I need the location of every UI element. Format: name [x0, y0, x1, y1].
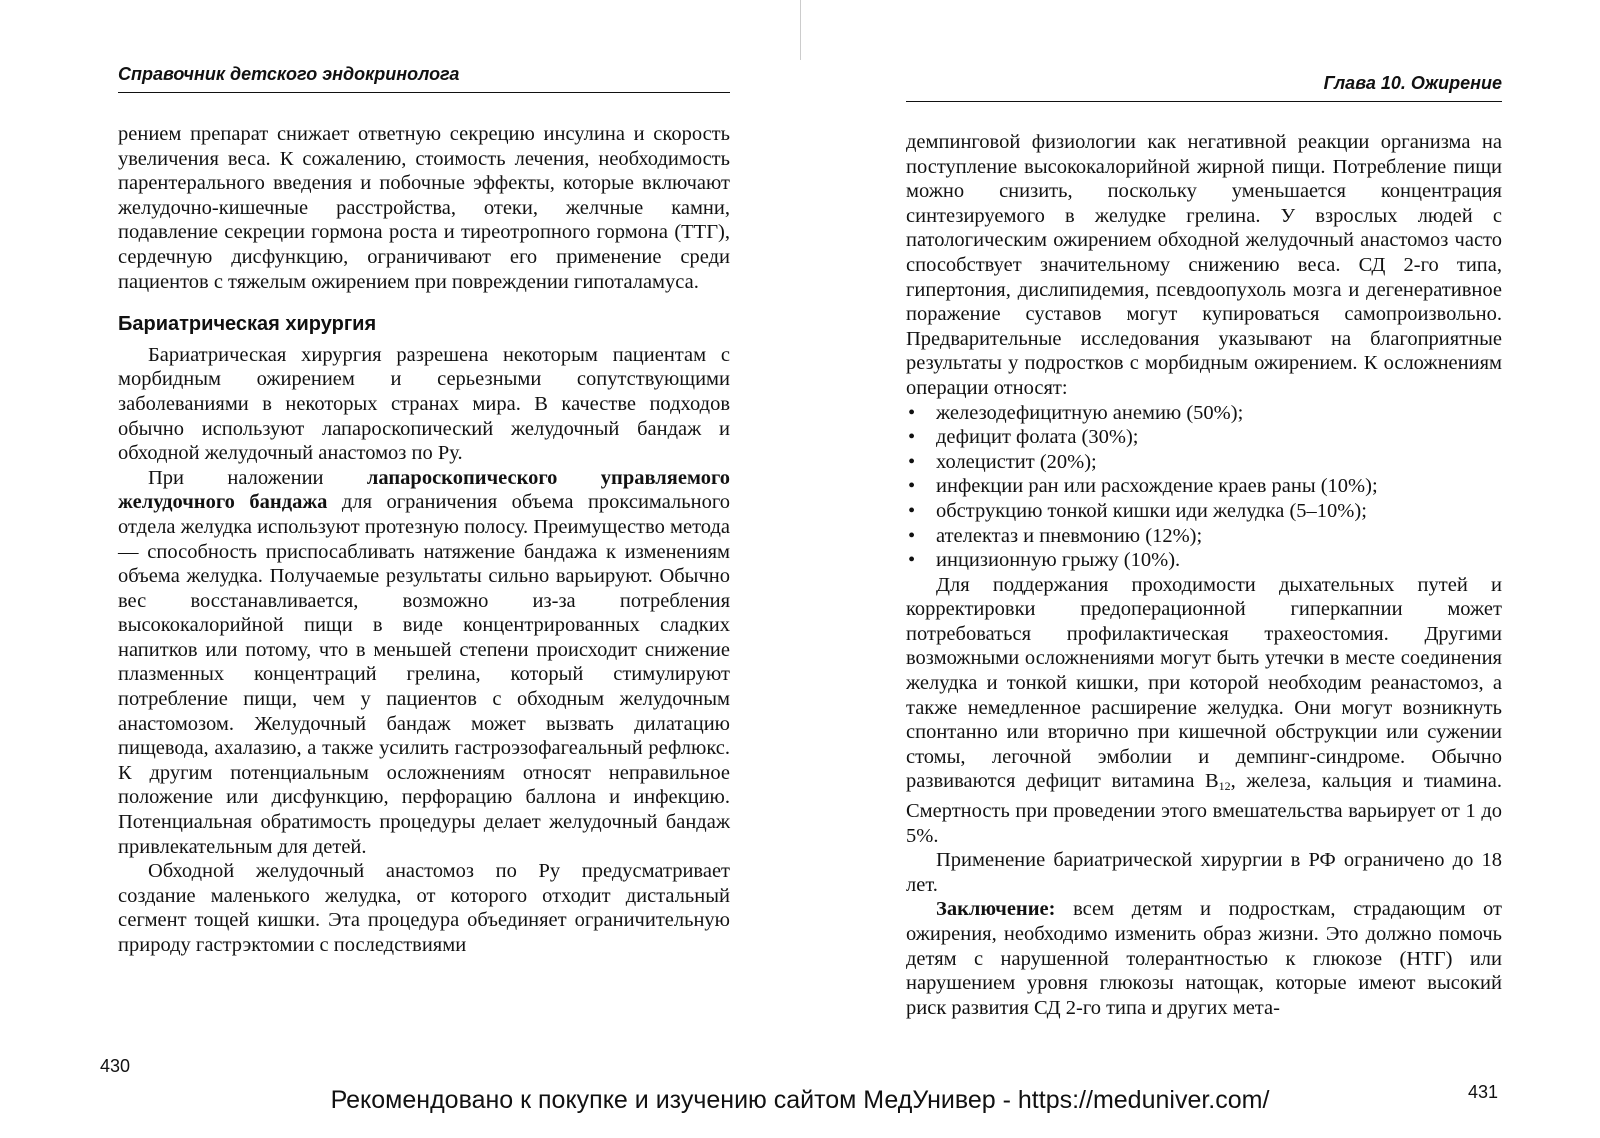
- paragraph: [906, 573, 1502, 849]
- text-column: [118, 122, 730, 958]
- text-run: Для поддержания проходимости дыхательных путей и корректировки предоперационной гиперкапнии может потребоваться профилактическая трахеостомия. Другими возможными осложнениями могут быть утечки в месте соединения желудка и тонкой кишки, при которой необходим реанастомоз, а также немедленное расширение желудка. Они могут возникнуть спонтанно или вторично при кишечной обструкции или сужении стомы, легочной эмболии и демпинг-синдроме. Обычно развиваются дефицит витамина B: [906, 573, 1502, 793]
- running-head: Глава 10. Ожирение: [1323, 73, 1502, 93]
- bold-term: Заключение:: [936, 898, 1056, 921]
- header-rule: [118, 92, 730, 93]
- paragraph: [906, 897, 1502, 1020]
- section-heading: Бариатрическая хирургия: [118, 313, 377, 336]
- text-run: , железа, кальция и тиамина. Смертность при проведении этого вмешательства варьирует от 1 до 5%.: [906, 770, 1502, 847]
- page-number: 431: [1468, 1082, 1499, 1102]
- subscript: 12: [1218, 779, 1231, 794]
- footer-watermark: Рекомендовано к покупке и изучению сайтом МедУнивер - https://meduniver.com/: [330, 1086, 1270, 1114]
- paragraph: рением препарат снижает ответную секрецию инсулина и скорость увеличения веса. К сожалению, стоимость лечения, необходимость парентерального введения и побочные эффекты, которые включают желудочно-кишечные расстройства, отеки, желчные камни, подавление секреции гормона роста и тиреотропного гормона (ТТГ), сердечную дисфункцию, ограничивают его применение среди пациентов с тяжелым ожирением при повреждении гипоталамуса.: [118, 123, 730, 293]
- paragraph: [118, 466, 730, 860]
- paragraph: демпинговой физиологии как негативной реакции организма на поступление высококалорийной жирной пищи. Потребление пищи можно снизить, поскольку уменьшается концентрация синтезируемого в желудке грелина. У взрослых людей с патологическим ожирением обходной желудочный анастомоз часто способствует значительному снижению веса. СД 2-го типа, гипертония, дислипидемия, псевдоопухоль мозга и дегенеративное поражение суставов могут купироваться самопроизвольно. Предварительные исследования указывают на благоприятные результаты у подростков с морбидным ожирением. К осложнениям операции относят:: [906, 131, 1502, 399]
- list-item: • холецистит (20%);: [906, 450, 1502, 475]
- header-rule: [906, 101, 1502, 102]
- text-run: При наложении: [148, 466, 367, 489]
- bold-term: лапароскопического управляемого желудочного бандажа: [118, 466, 730, 514]
- list-item: • дефицит фолата (30%);: [906, 425, 1502, 450]
- complications-list: [906, 401, 1502, 573]
- list-item: • инфекции ран или расхождение краев раны (10%);: [906, 474, 1502, 499]
- text-column: [906, 130, 1502, 1020]
- list-item: • железодефицитную анемию (50%);: [906, 401, 1502, 426]
- running-head: Справочник детского эндокринолога: [118, 64, 460, 84]
- paragraph: Бариатрическая хирургия разрешена некоторым пациентам с морбидным ожирением и серьезными сопутствующими заболеваниями в некоторых странах мира. В качестве подходов обычно используют лапароскопический желудочный бандаж и обходной желудочный анастомоз по Ру.: [118, 343, 730, 465]
- paragraph: Обходной желудочный анастомоз по Ру предусматривает создание маленького желудка, от которого отходит дистальный сегмент тощей кишки. Эта процедура объединяет ограничительную природу гастрэктомии с последствиями: [118, 860, 730, 956]
- right-page: [800, 0, 1600, 1138]
- page-number: 430: [100, 1056, 131, 1076]
- text-run: для ограничения объема проксимального отдела желудка используют протезную полосу. Преимущество метода — способность приспосабливать натяжение бандажа к изменениям объема желудка. Получаемые результаты сильно варьируют. Обычно вес восстанавливается, возможно из-за потребления высококалорийной пищи в виде концентрированных сладких напитков или потому, что в меньшей степени происходит снижение плазменных концентраций грелина, который стимулируют потребление пищи, чем у пациентов с обходным желудочным анастомозом. Желудочный бандаж может вызвать дилатацию пищевода, ахалазию, а также усилить гастроэзофагеальный рефлюкс. К другим потенциальным осложнениям относят неправильное положение или дисфункцию, перфорацию баллона и инфекцию. Потенциальная обратимость процедуры делает желудочный бандаж привлекательным для детей.: [118, 491, 730, 858]
- list-item: • ателектаз и пневмонию (12%);: [906, 524, 1502, 549]
- list-item: • инцизионную грыжу (10%).: [906, 548, 1502, 573]
- text-run: всем детям и подросткам, страдающим от ожирения, необходимо изменить образ жизни. Это должно помочь детям с нарушенной толерантностью к глюкозе (НТГ) или нарушением уровня глюкозы натощак, которые имеют высокий риск развития СД 2-го типа и других мета-: [906, 898, 1502, 1019]
- paragraph: Применение бариатрической хирургии в РФ ограничено до 18 лет.: [906, 849, 1502, 896]
- list-item: • обструкцию тонкой кишки иди желудка (5–10%);: [906, 499, 1502, 524]
